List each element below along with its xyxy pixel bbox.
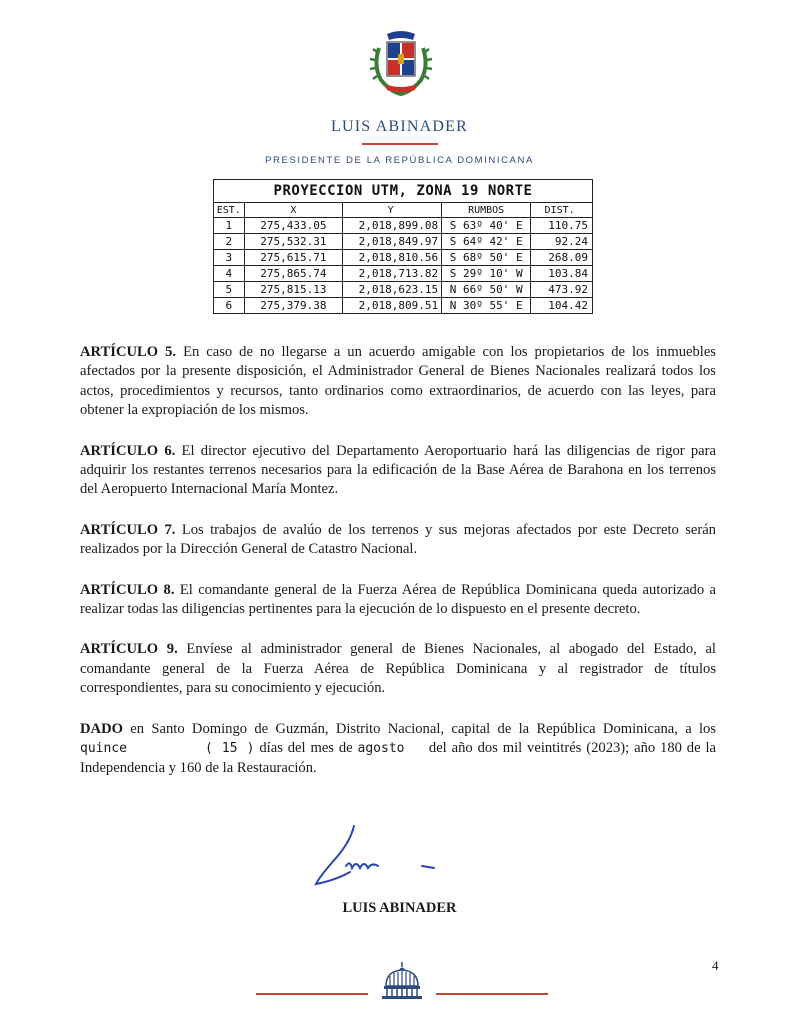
- national-palace-dome-icon: [380, 962, 424, 1000]
- cell-x: 275,615.71: [244, 250, 343, 266]
- cell-est: 1: [214, 218, 245, 234]
- article-heading: ARTÍCULO 7.: [80, 521, 176, 538]
- table-row: [214, 266, 593, 282]
- header-subtitle: PRESIDENTE DE LA REPÚBLICA DOMINICANA: [265, 155, 534, 166]
- signatory-name: LUIS ABINADER: [342, 900, 457, 916]
- cell-est: 6: [214, 298, 245, 314]
- cell-dist: 268.09: [531, 250, 593, 266]
- footer-divider-right: [436, 993, 548, 995]
- dado-heading: DADO: [80, 720, 123, 737]
- cell-rumbo: S 63º 40' E: [442, 218, 531, 234]
- article-8: [80, 581, 716, 620]
- cell-y: 2,018,623.15: [343, 282, 442, 298]
- utm-table-header-row: [214, 203, 593, 218]
- utm-coordinates-table: [213, 179, 593, 314]
- page-number: 4: [712, 958, 719, 973]
- cell-x: 275,532.31: [244, 234, 343, 250]
- article-heading: ARTÍCULO 5.: [80, 344, 177, 360]
- table-row: [214, 234, 593, 250]
- article-heading: ARTÍCULO 9.: [80, 641, 178, 658]
- cell-rumbo: N 66º 50' W: [442, 282, 531, 298]
- column-header-y: Y: [343, 203, 442, 218]
- article-6: [80, 442, 716, 500]
- column-header-x: X: [244, 203, 343, 218]
- dado-text-3: del año dos mil veintitrés (2023); año 180 de la Independencia y 160 de la Restauración.: [80, 740, 716, 776]
- cell-rumbo: S 29º 10' W: [442, 266, 531, 282]
- cell-dist: 92.24: [531, 234, 593, 250]
- cell-x: 275,433.05: [244, 218, 343, 234]
- cell-y: 2,018,809.51: [343, 298, 442, 314]
- handwritten-signature: [306, 822, 446, 894]
- cell-y: 2,018,713.82: [343, 266, 442, 282]
- cell-est: 4: [214, 266, 245, 282]
- cell-dist: 110.75: [531, 218, 593, 234]
- article-text: Los trabajos de avalúo de los terrenos y sus mejoras afectados por este Decreto serán realizados por la Dirección General de Catastro Nacional.: [80, 521, 716, 558]
- table-row: [214, 250, 593, 266]
- article-heading: ARTÍCULO 8.: [80, 581, 175, 598]
- dado-day-number: ( 15 ): [205, 741, 255, 757]
- article-heading: ARTÍCULO 6.: [80, 442, 176, 459]
- cell-y: 2,018,810.56: [343, 250, 442, 266]
- utm-table-title: PROYECCION UTM, ZONA 19 NORTE: [214, 180, 593, 203]
- cell-rumbo: S 64º 42' E: [442, 234, 531, 250]
- cell-rumbo: N 30º 55' E: [442, 298, 531, 314]
- cell-x: 275,865.74: [244, 266, 343, 282]
- article-5: [80, 343, 716, 421]
- cell-est: 5: [214, 282, 245, 298]
- article-text: El comandante general de la Fuerza Aérea de República Dominicana queda autorizado a realizar todas las diligencias pertinentes para la ejecución de lo dispuesto en el presente decreto.: [80, 581, 716, 618]
- column-header-dist: DIST.: [531, 203, 593, 218]
- dado-text-1: en Santo Domingo de Guzmán, Distrito Nacional, capital de la República Dominicana, a los: [130, 720, 717, 737]
- header-president-name: LUIS ABINADER: [331, 118, 468, 135]
- article-text: En caso de no llegarse a un acuerdo amigable con los propietarios de los inmuebles afectados por la presente disposición, el Administrador General de Bienes Nacionales realizará todos los actos, procedimientos y recursos, tanto ordinarios como extraordinarios, de acuerdo con las leyes, para obtener la expropiación de los mismos.: [80, 344, 716, 419]
- cell-dist: 103.84: [531, 266, 593, 282]
- dado-paragraph: [80, 720, 716, 778]
- cell-y: 2,018,899.08: [343, 218, 442, 234]
- article-text: Envíese al administrador general de Bienes Nacionales, al abogado del Estado, al comandante general de la Fuerza Aérea de República Dominicana y al registrador de títulos correspondientes, para su conocimiento y ejecución.: [80, 641, 716, 697]
- column-header-est: EST.: [214, 203, 245, 218]
- decree-body: [80, 343, 716, 799]
- cell-rumbo: S 68º 50' E: [442, 250, 531, 266]
- header-divider: [362, 143, 438, 145]
- dado-month: agosto: [357, 741, 405, 757]
- column-header-rumbos: RUMBOS: [442, 203, 531, 218]
- cell-dist: 473.92: [531, 282, 593, 298]
- dado-day-word: quince: [80, 741, 127, 757]
- dado-text-2: días del mes de: [259, 740, 353, 757]
- cell-est: 3: [214, 250, 245, 266]
- cell-x: 275,815.13: [244, 282, 343, 298]
- article-7: [80, 521, 716, 560]
- article-text: El director ejecutivo del Departamento Aeroportuario hará las diligencias de rigor para adquirir los restantes terrenos necesarios para la edificación de la Base Aérea de Barahona en los terrenos del Aeropuerto Internacional María Montez.: [80, 442, 716, 498]
- footer-divider-left: [256, 993, 368, 995]
- cell-x: 275,379.38: [244, 298, 343, 314]
- table-row: [214, 218, 593, 234]
- table-row: [214, 298, 593, 314]
- cell-y: 2,018,849.97: [343, 234, 442, 250]
- article-9: [80, 640, 716, 698]
- cell-est: 2: [214, 234, 245, 250]
- coat-of-arms-icon: [365, 28, 437, 98]
- cell-dist: 104.42: [531, 298, 593, 314]
- table-row: [214, 282, 593, 298]
